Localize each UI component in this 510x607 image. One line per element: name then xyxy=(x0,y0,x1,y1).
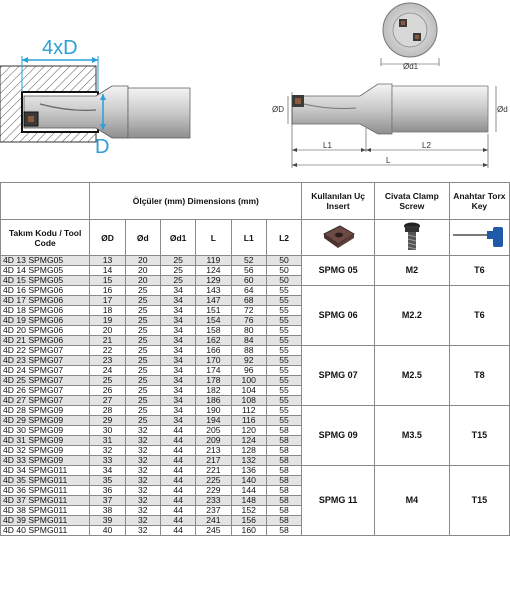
table-row xyxy=(1,346,510,356)
l-cell: 162 xyxy=(196,336,231,346)
od-shank-cell: 25 xyxy=(125,326,160,336)
table-row xyxy=(1,256,510,266)
l-cell: 170 xyxy=(196,356,231,366)
od1-cell: 34 xyxy=(160,306,195,316)
od-shank-cell: 25 xyxy=(125,416,160,426)
od1-cell: 44 xyxy=(160,486,195,496)
l1-cell: 100 xyxy=(231,376,266,386)
od-cell: 20 xyxy=(90,326,125,336)
tool-code-cell: 4D 28 SPMG09 xyxy=(1,406,90,416)
od1-cell: 34 xyxy=(160,356,195,366)
od1-cell: 34 xyxy=(160,336,195,346)
l-cell: 182 xyxy=(196,386,231,396)
l1-cell: 140 xyxy=(231,476,266,486)
tool-code-cell: 4D 35 SPMG011 xyxy=(1,476,90,486)
torx-key-image xyxy=(449,220,509,256)
insert-cell: SPMG 09 xyxy=(302,406,375,466)
l-cell: 158 xyxy=(196,326,231,336)
l-cell: 129 xyxy=(196,276,231,286)
col-header-od: ØD xyxy=(90,220,125,256)
tool-code-cell: 4D 21 SPMG06 xyxy=(1,336,90,346)
screw-header: Civata Clamp Screw xyxy=(374,183,449,220)
l2-cell: 58 xyxy=(266,426,301,436)
diameter-label: D xyxy=(95,136,110,158)
od-cell: 33 xyxy=(90,456,125,466)
table-body xyxy=(1,256,510,536)
od1-cell: 25 xyxy=(160,256,195,266)
l2-cell: 55 xyxy=(266,396,301,406)
od-cell: 40 xyxy=(90,526,125,536)
tool-code-cell: 4D 19 SPMG06 xyxy=(1,316,90,326)
od-cell: 17 xyxy=(90,296,125,306)
l-cell: 221 xyxy=(196,466,231,476)
l-cell: 143 xyxy=(196,286,231,296)
l-cell: 217 xyxy=(196,456,231,466)
l1-cell: 152 xyxy=(231,506,266,516)
l1-cell: 136 xyxy=(231,466,266,476)
od1-cell: 34 xyxy=(160,366,195,376)
od-shank-cell: 25 xyxy=(125,386,160,396)
l-cell: 229 xyxy=(196,486,231,496)
od-cell: 18 xyxy=(90,306,125,316)
od1-cell: 44 xyxy=(160,446,195,456)
end-view xyxy=(381,3,439,66)
od-cell: 26 xyxy=(90,386,125,396)
l2-cell: 55 xyxy=(266,306,301,316)
l2-cell: 55 xyxy=(266,326,301,336)
od1-cell: 34 xyxy=(160,396,195,406)
l2-cell: 58 xyxy=(266,456,301,466)
l1-cell: 120 xyxy=(231,426,266,436)
l-cell: 124 xyxy=(196,266,231,276)
key-cell: T6 xyxy=(449,256,509,286)
key-cell: T6 xyxy=(449,286,509,346)
od1-label: Ød1 xyxy=(403,62,419,71)
l-cell: 241 xyxy=(196,516,231,526)
tool-code-cell: 4D 24 SPMG07 xyxy=(1,366,90,376)
l-cell: 209 xyxy=(196,436,231,446)
l2-cell: 58 xyxy=(266,526,301,536)
od-cell: 16 xyxy=(90,286,125,296)
tool-code-header: Takım Kodu / Tool Code xyxy=(1,220,90,256)
l-cell: 225 xyxy=(196,476,231,486)
insert-cell: SPMG 06 xyxy=(302,286,375,346)
l-cell: 233 xyxy=(196,496,231,506)
od-shank-cell: 32 xyxy=(125,486,160,496)
l1-cell: 68 xyxy=(231,296,266,306)
tool-code-cell: 4D 18 SPMG06 xyxy=(1,306,90,316)
l2-cell: 55 xyxy=(266,356,301,366)
od1-cell: 44 xyxy=(160,456,195,466)
od-cell: 39 xyxy=(90,516,125,526)
tool-code-cell: 4D 31 SPMG09 xyxy=(1,436,90,446)
screw-cell: M3.5 xyxy=(374,406,449,466)
od1-cell: 34 xyxy=(160,406,195,416)
od-shank-cell: 32 xyxy=(125,426,160,436)
l1-cell: 148 xyxy=(231,496,266,506)
insert-cell: SPMG 11 xyxy=(302,466,375,536)
col-header-l1: L1 xyxy=(231,220,266,256)
insert-image xyxy=(302,220,375,256)
tool-code-cell: 4D 32 SPMG09 xyxy=(1,446,90,456)
od1-cell: 34 xyxy=(160,346,195,356)
od-shank-cell: 25 xyxy=(125,356,160,366)
l1-cell: 64 xyxy=(231,286,266,296)
od-shank-cell: 25 xyxy=(125,316,160,326)
l2-cell: 58 xyxy=(266,506,301,516)
l1-label: L1 xyxy=(323,141,332,150)
od-cell: 35 xyxy=(90,476,125,486)
od1-cell: 34 xyxy=(160,376,195,386)
od1-cell: 44 xyxy=(160,526,195,536)
od1-cell: 44 xyxy=(160,426,195,436)
l2-cell: 58 xyxy=(266,486,301,496)
od-shank-cell: 25 xyxy=(125,306,160,316)
od1-cell: 25 xyxy=(160,276,195,286)
od-cell: 22 xyxy=(90,346,125,356)
l2-cell: 58 xyxy=(266,466,301,476)
od1-cell: 34 xyxy=(160,386,195,396)
l1-cell: 160 xyxy=(231,526,266,536)
od-cell: 37 xyxy=(90,496,125,506)
depth-label: 4xD xyxy=(42,37,78,59)
od-shank-cell: 32 xyxy=(125,506,160,516)
od1-cell: 44 xyxy=(160,506,195,516)
l2-cell: 55 xyxy=(266,376,301,386)
od1-cell: 34 xyxy=(160,316,195,326)
l2-cell: 55 xyxy=(266,316,301,326)
screw-cell: M4 xyxy=(374,466,449,536)
tool-code-cell: 4D 13 SPMG05 xyxy=(1,256,90,266)
od-cell: 14 xyxy=(90,266,125,276)
key-cell: T15 xyxy=(449,406,509,466)
insert-header: Kullanılan Uç Insert xyxy=(302,183,375,220)
od-cell: 24 xyxy=(90,366,125,376)
l1-cell: 128 xyxy=(231,446,266,456)
od1-cell: 34 xyxy=(160,416,195,426)
col-header-od1: Ød1 xyxy=(160,220,195,256)
od-cell: 23 xyxy=(90,356,125,366)
l2-label: L2 xyxy=(422,141,431,150)
od-shank-cell: 32 xyxy=(125,526,160,536)
tool-code-cell: 4D 14 SPMG05 xyxy=(1,266,90,276)
od-label: ØD xyxy=(272,105,284,114)
l1-cell: 132 xyxy=(231,456,266,466)
l1-cell: 60 xyxy=(231,276,266,286)
key-cell: T15 xyxy=(449,466,509,536)
side-view-drill xyxy=(288,84,496,134)
l2-cell: 58 xyxy=(266,476,301,486)
l1-cell: 112 xyxy=(231,406,266,416)
specification-table xyxy=(0,182,510,536)
od-cell: 15 xyxy=(90,276,125,286)
table-row xyxy=(1,406,510,416)
l1-cell: 96 xyxy=(231,366,266,376)
screw-image xyxy=(374,220,449,256)
od-shank-cell: 25 xyxy=(125,296,160,306)
screw-cell: M2 xyxy=(374,256,449,286)
l2-cell: 55 xyxy=(266,296,301,306)
od-shank-cell: 25 xyxy=(125,286,160,296)
l2-cell: 55 xyxy=(266,406,301,416)
technical-drawing xyxy=(0,0,510,182)
dimensions-header: Ölçüler (mm) Dimensions (mm) xyxy=(90,183,302,220)
l-cell: 245 xyxy=(196,526,231,536)
l2-cell: 55 xyxy=(266,346,301,356)
corner-header xyxy=(1,183,90,220)
od-cell: 21 xyxy=(90,336,125,346)
od-cell: 34 xyxy=(90,466,125,476)
od1-cell: 25 xyxy=(160,266,195,276)
od-shank-cell: 32 xyxy=(125,456,160,466)
od1-cell: 44 xyxy=(160,466,195,476)
od-shank-cell: 20 xyxy=(125,276,160,286)
screw-cell: M2.2 xyxy=(374,286,449,346)
l-cell: 151 xyxy=(196,306,231,316)
l2-cell: 55 xyxy=(266,286,301,296)
tool-code-cell: 4D 17 SPMG06 xyxy=(1,296,90,306)
od-shank-label: Ød xyxy=(497,105,508,114)
od-shank-cell: 20 xyxy=(125,256,160,266)
tool-code-cell: 4D 16 SPMG06 xyxy=(1,286,90,296)
insert-cell: SPMG 07 xyxy=(302,346,375,406)
l1-cell: 116 xyxy=(231,416,266,426)
l-cell: 154 xyxy=(196,316,231,326)
od1-cell: 34 xyxy=(160,326,195,336)
l-cell: 237 xyxy=(196,506,231,516)
tool-code-cell: 4D 22 SPMG07 xyxy=(1,346,90,356)
od-shank-cell: 25 xyxy=(125,406,160,416)
l-cell: 213 xyxy=(196,446,231,456)
screw-cell: M2.5 xyxy=(374,346,449,406)
l1-cell: 92 xyxy=(231,356,266,366)
l1-cell: 80 xyxy=(231,326,266,336)
table-row xyxy=(1,286,510,296)
l-cell: 178 xyxy=(196,376,231,386)
l2-cell: 50 xyxy=(266,266,301,276)
l1-cell: 108 xyxy=(231,396,266,406)
col-header-l: L xyxy=(196,220,231,256)
l-cell: 205 xyxy=(196,426,231,436)
tool-code-cell: 4D 34 SPMG011 xyxy=(1,466,90,476)
l2-cell: 50 xyxy=(266,256,301,266)
od-shank-cell: 20 xyxy=(125,266,160,276)
l-label: L xyxy=(386,156,391,165)
od-shank-cell: 25 xyxy=(125,346,160,356)
l2-cell: 58 xyxy=(266,446,301,456)
od-shank-cell: 32 xyxy=(125,446,160,456)
od-cell: 13 xyxy=(90,256,125,266)
l1-cell: 144 xyxy=(231,486,266,496)
l1-cell: 72 xyxy=(231,306,266,316)
od-cell: 29 xyxy=(90,416,125,426)
col-header-l2: L2 xyxy=(266,220,301,256)
tool-code-cell: 4D 29 SPMG09 xyxy=(1,416,90,426)
od-shank-cell: 32 xyxy=(125,466,160,476)
l1-cell: 88 xyxy=(231,346,266,356)
od1-cell: 44 xyxy=(160,476,195,486)
tool-code-cell: 4D 15 SPMG05 xyxy=(1,276,90,286)
l2-cell: 58 xyxy=(266,436,301,446)
l-cell: 190 xyxy=(196,406,231,416)
key-cell: T8 xyxy=(449,346,509,406)
od-cell: 25 xyxy=(90,376,125,386)
l-cell: 186 xyxy=(196,396,231,406)
tool-code-cell: 4D 38 SPMG011 xyxy=(1,506,90,516)
l-cell: 119 xyxy=(196,256,231,266)
od-shank-cell: 32 xyxy=(125,436,160,446)
od-shank-cell: 32 xyxy=(125,476,160,486)
l-cell: 147 xyxy=(196,296,231,306)
od-cell: 27 xyxy=(90,396,125,406)
od-shank-cell: 32 xyxy=(125,496,160,506)
od-shank-cell: 25 xyxy=(125,396,160,406)
od-cell: 30 xyxy=(90,426,125,436)
od-shank-cell: 25 xyxy=(125,366,160,376)
od-cell: 31 xyxy=(90,436,125,446)
l2-cell: 55 xyxy=(266,416,301,426)
l1-cell: 124 xyxy=(231,436,266,446)
tool-code-cell: 4D 37 SPMG011 xyxy=(1,496,90,506)
col-header-od-shank: Ød xyxy=(125,220,160,256)
tool-code-cell: 4D 40 SPMG011 xyxy=(1,526,90,536)
drill-drawing-svg xyxy=(0,0,510,182)
l1-cell: 84 xyxy=(231,336,266,346)
l-cell: 174 xyxy=(196,366,231,376)
od-cell: 36 xyxy=(90,486,125,496)
od-cell: 28 xyxy=(90,406,125,416)
tool-code-cell: 4D 23 SPMG07 xyxy=(1,356,90,366)
od-cell: 32 xyxy=(90,446,125,456)
insert-cell: SPMG 05 xyxy=(302,256,375,286)
od-cell: 38 xyxy=(90,506,125,516)
tool-code-cell: 4D 33 SPMG09 xyxy=(1,456,90,466)
l-cell: 166 xyxy=(196,346,231,356)
od1-cell: 34 xyxy=(160,296,195,306)
od1-cell: 44 xyxy=(160,496,195,506)
tool-code-cell: 4D 26 SPMG07 xyxy=(1,386,90,396)
tool-code-cell: 4D 39 SPMG011 xyxy=(1,516,90,526)
tool-code-cell: 4D 25 SPMG07 xyxy=(1,376,90,386)
l1-cell: 56 xyxy=(231,266,266,276)
od1-cell: 44 xyxy=(160,516,195,526)
l2-cell: 55 xyxy=(266,336,301,346)
l-cell: 194 xyxy=(196,416,231,426)
tool-code-cell: 4D 27 SPMG07 xyxy=(1,396,90,406)
tool-code-cell: 4D 30 SPMG09 xyxy=(1,426,90,436)
od-shank-cell: 32 xyxy=(125,516,160,526)
tool-code-cell: 4D 20 SPMG06 xyxy=(1,326,90,336)
l1-cell: 104 xyxy=(231,386,266,396)
tool-code-cell: 4D 36 SPMG011 xyxy=(1,486,90,496)
od1-cell: 44 xyxy=(160,436,195,446)
l1-cell: 156 xyxy=(231,516,266,526)
l2-cell: 58 xyxy=(266,496,301,506)
l1-cell: 76 xyxy=(231,316,266,326)
od-shank-cell: 25 xyxy=(125,376,160,386)
l2-cell: 55 xyxy=(266,386,301,396)
od1-cell: 34 xyxy=(160,286,195,296)
l1-cell: 52 xyxy=(231,256,266,266)
od-cell: 19 xyxy=(90,316,125,326)
key-header: Anahtar Torx Key xyxy=(449,183,509,220)
od-shank-cell: 25 xyxy=(125,336,160,346)
l2-cell: 58 xyxy=(266,516,301,526)
l2-cell: 55 xyxy=(266,366,301,376)
l2-cell: 50 xyxy=(266,276,301,286)
table-row xyxy=(1,466,510,476)
